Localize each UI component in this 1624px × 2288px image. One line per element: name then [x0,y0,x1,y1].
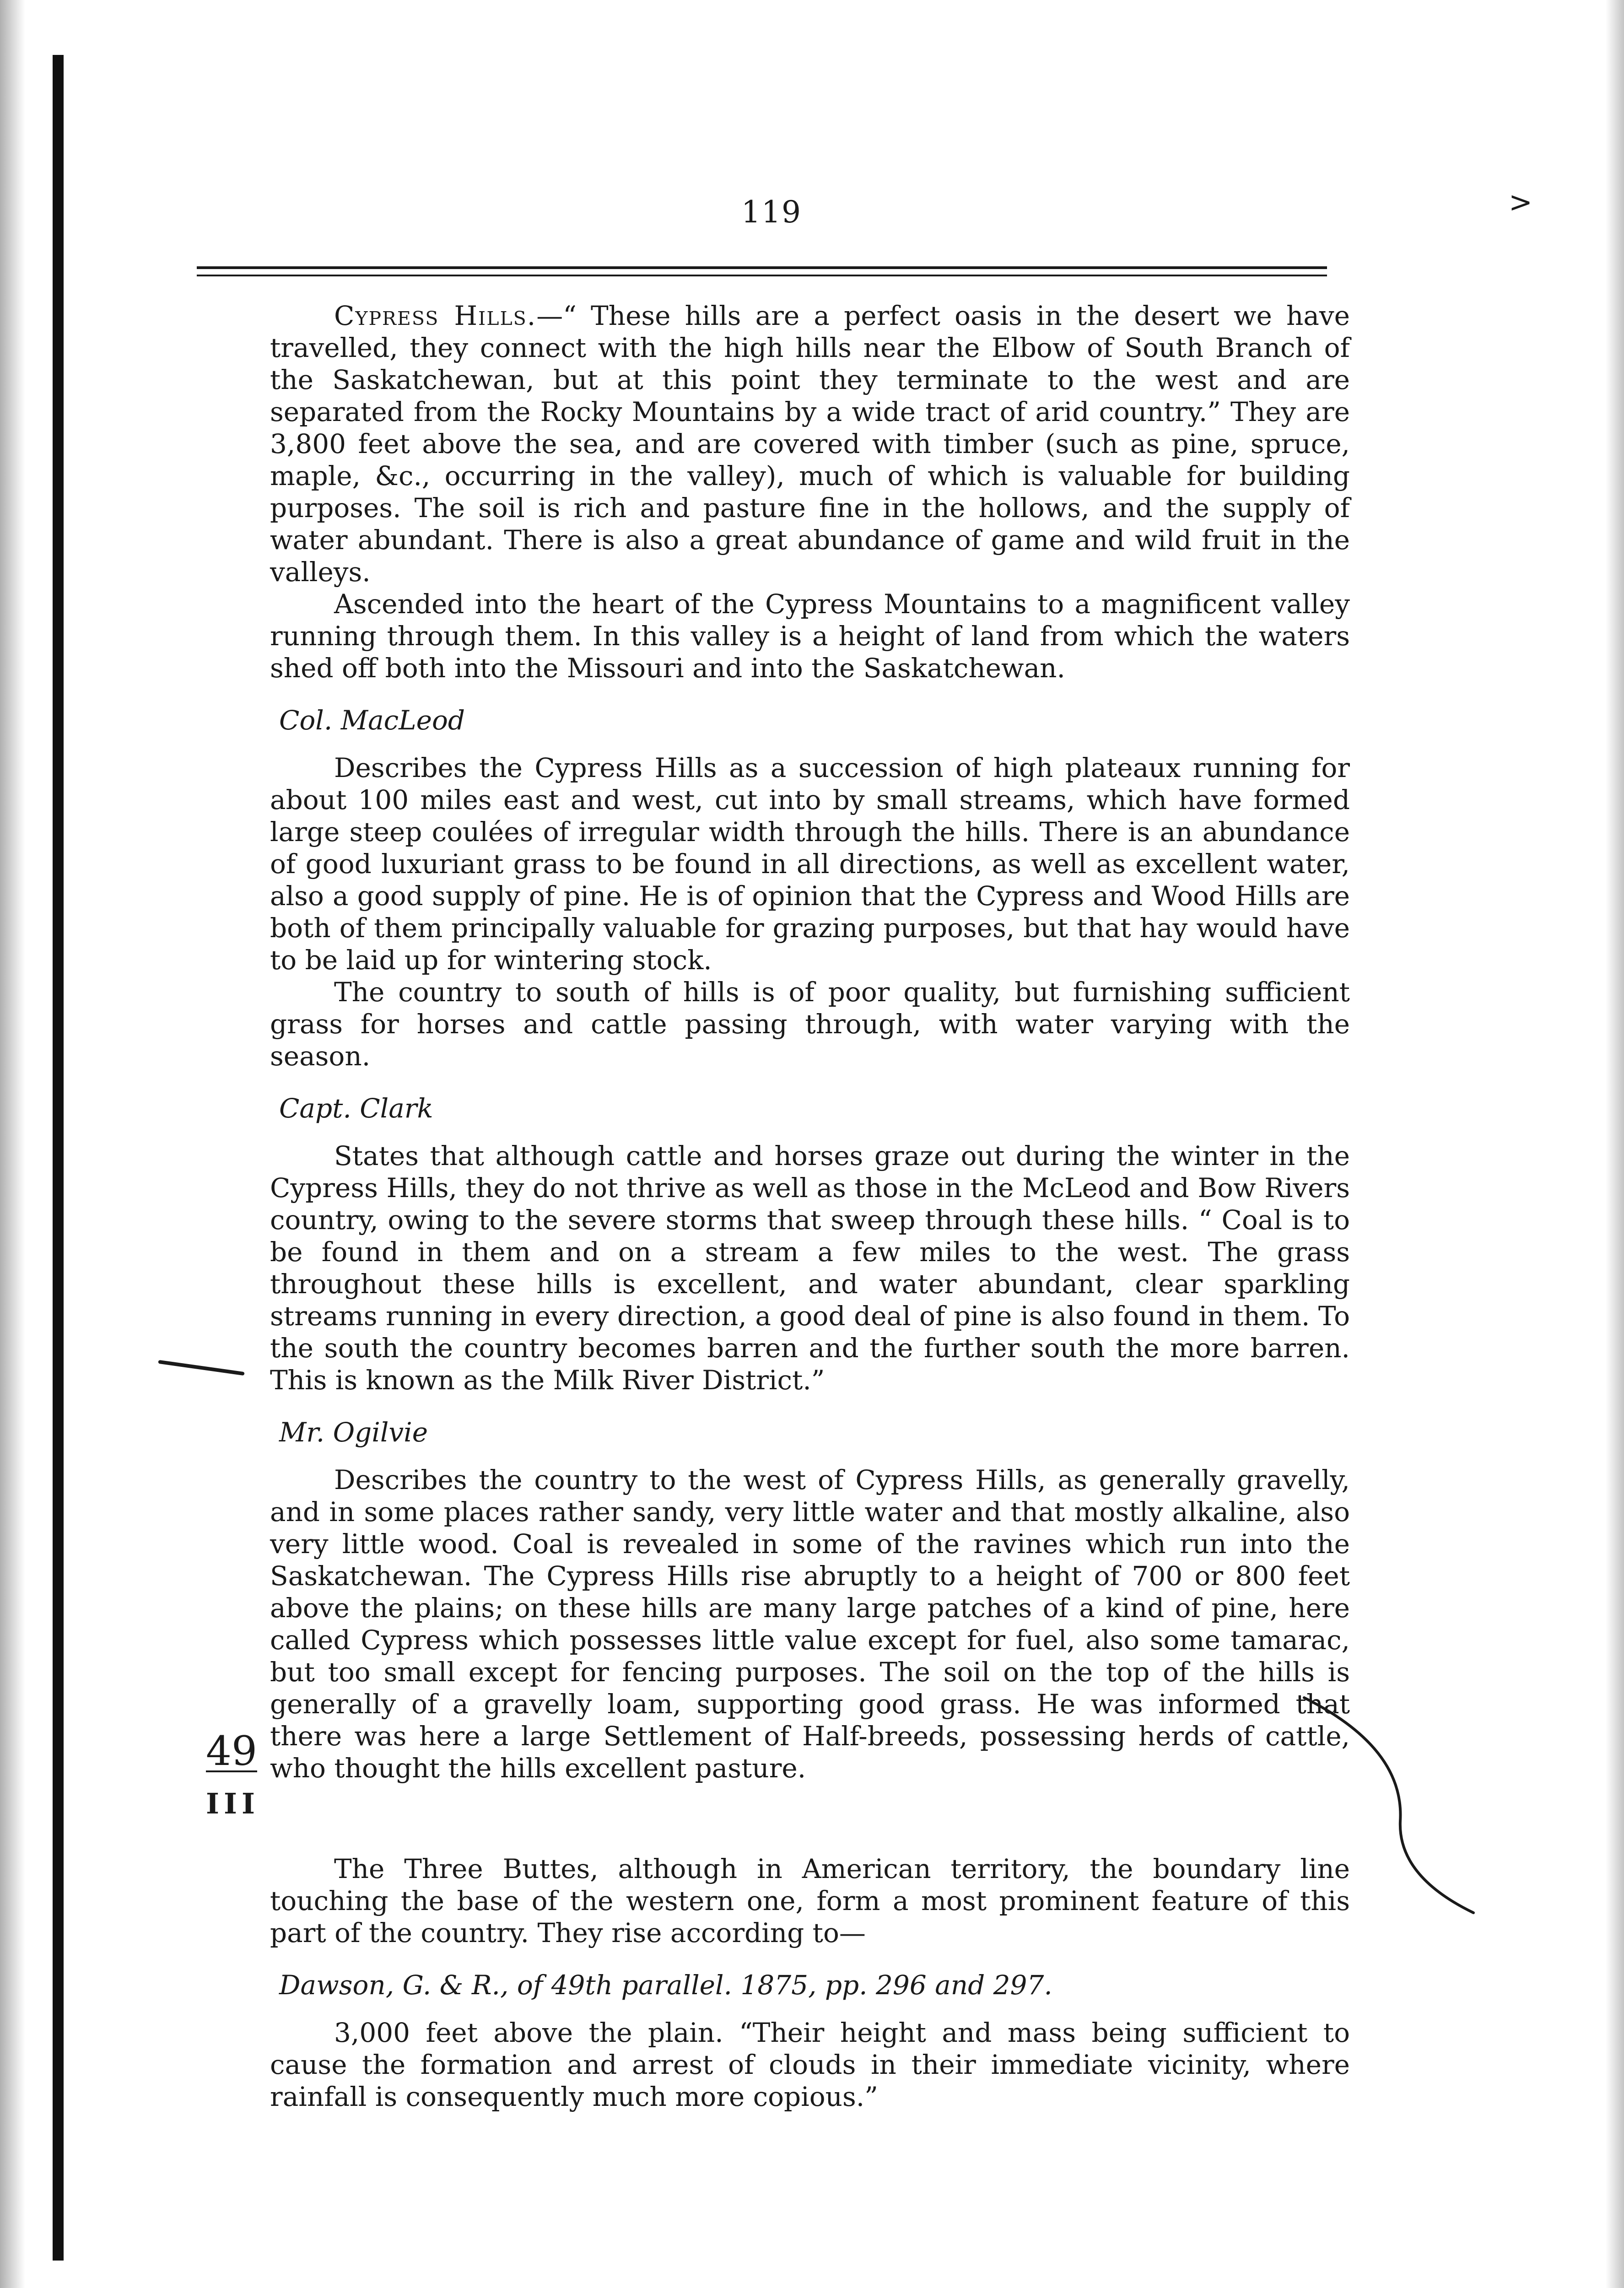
source-dawson: Dawson, G. & R., of 49th parallel. 1875, pp. 296 and 297. [279,1970,1052,2001]
source-ogilvie: Mr. Ogilvie [279,1417,428,1448]
paragraph-ogilvie: Describes the country to the west of Cypress Hills, as generally gravelly, and in some places rather sandy, very little water and that mostly alkaline, also very little wood. Coal is revealed in some of the ravines which run into the Saskatchewan. The Cypress Hills rise abruptly to a height of 700 or 800 feet above the plains; on these hills are many large patches of a kind of pine, here called Cypress which possesses little value except for fuel, also some tamarac, but too small except for fencing purposes. The soil on the top of the hills is generally of a gravelly loam, supporting good grass. He was informed that there was here a large Settlement of Half-breeds, possessing herds of cattle, who thought the hills excellent pasture. [270,1464,1350,1784]
page-number: 119 [741,194,802,230]
paragraph-macleod: Describes the Cypress Hills as a succession of high plateaux running for about 100 miles east and west, cut into by small streams, which have formed large steep coulées of irregular width through the hills. There is an abundance of good luxuriant grass to be found in all directions, as well as excellent water, also a good supply of pine. He is of opinion that the Cypress and Wood Hills are both of them principally valuable for grazing purposes, but that hay would have to be laid up for wintering stock. [270,752,1350,976]
paragraph-cypress-hills [270,300,1350,588]
header-rule-bottom [197,275,1327,276]
paragraph-clark: States that although cattle and horses graze out during the winter in the Cypress Hills, they do not thrive as well as those in the McLeod and Bow Rivers country, owing to the severe storms that sweep through these hills. “ Coal is to be found in them and on a stream a few miles to the west. The grass throughout these hills is excellent, and water abundant, clear sparkling streams running in every direction, a good deal of pine is also found in them. To the south the country becomes barren and the further south the more barren. This is known as the Milk River District.” [270,1140,1350,1396]
margin-dash-mark [158,1360,244,1376]
paragraph-text: —“ These hills are a perfect oasis in the desert we have travelled, they connect with the high hills near the Elbow of South Branch of the Saskatchewan, but at this point they terminate to the west and are separated from the Rocky Mountains by a wide tract of arid country.” They are 3,800 feet above the sea, and are covered with timber (such as pine, spruce, maple, &c., occurring in the valley), much of which is valuable for building purposes. The soil is rich and pasture fine in the hollows, and the supply of water abundant. There is also a great abundance of game and wild fruit in the valleys. [270,300,1350,588]
binding-bar [53,55,64,2261]
corner-mark: > [1509,185,1532,219]
page-right-edge [1606,0,1624,2288]
paragraph-three-buttes: The Three Buttes, although in American territory, the boundary line touching the base of the western one, form a most prominent feature of this part of the country. They rise according to— [270,1853,1350,1948]
margin-number: 49 [206,1727,257,1775]
source-clark: Capt. Clark [279,1093,433,1124]
margin-roman-numeral: III [206,1787,260,1820]
header-rule-top [197,266,1327,269]
source-macleod: Col. MacLeod [279,705,465,736]
page-body [270,300,1350,2113]
page-binding-edge [0,0,25,2288]
section-lead: Cypress Hills. [334,300,537,331]
paragraph-country-south: The country to south of hills is of poor quality, but furnishing sufficient grass for horses and cattle passing through, with water varying with the season. [270,977,1350,1072]
paragraph-dawson: 3,000 feet above the plain. “Their height and mass being sufficient to cause the formation and arrest of clouds in their immediate vicinity, where rainfall is consequently much more copious.” [270,2017,1350,2112]
paragraph-valley: Ascended into the heart of the Cypress Mountains to a magnificent valley running through them. In this valley is a height of land from which the waters shed off both into the Missouri and into the Saskatchewan. [270,588,1350,684]
